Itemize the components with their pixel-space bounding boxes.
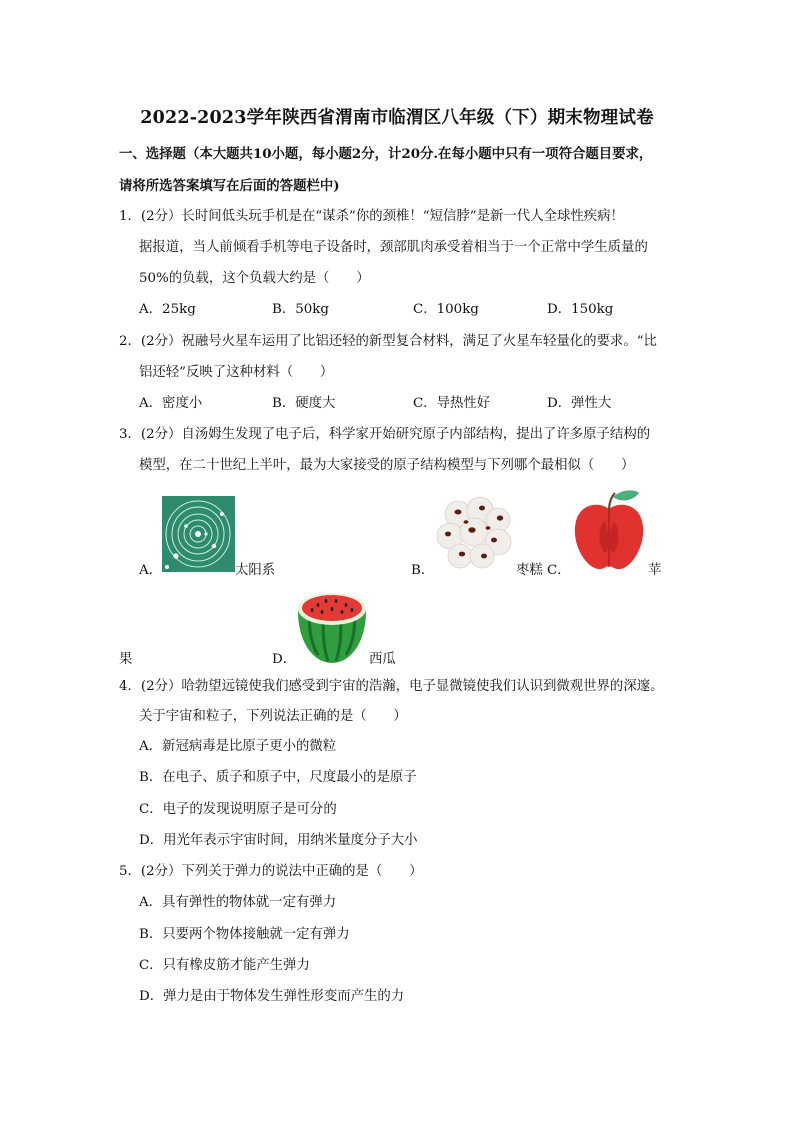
q1-line1: 1．(2分）长时间低头玩手机是在“谋杀”你的颈椎！“短信脖”是新一代人全球性疾病！ [119,209,624,224]
q3-option-c-label-part2: 果 [119,652,133,667]
q3-option-b-label: 枣糕 [516,563,543,578]
q3-line2: 模型，在二十世纪上半叶，最为大家接受的原子结构模型与下列哪个最相似（ ） [139,458,635,473]
q3-line1: 3．(2分）自汤姆生发现了电子后，科学家开始研究原子内部结构，提出了许多原子结构的 [119,427,651,442]
watermelon-image [296,589,369,665]
q2-option-b: B．硬度大 [272,396,336,411]
q3-option-c-prefix: C． [547,563,571,578]
q4-line2: 关于宇宙和粒子，下列说法正确的是（ ） [139,709,407,724]
q5-option-a: A．具有弹性的物体就一定有弹力 [139,895,337,910]
q5-option-c: C．只有橡皮筋才能产生弹力 [139,958,310,973]
q2-option-d: D．弹性大 [547,396,612,411]
q1-line2: 据报道，当人前倾看手机等电子设备时，颈部肌肉承受着相当于一个正常中学生质量的 [139,240,648,255]
q5-line1: 5．(2分）下列关于弹力的说法中正确的是（ ） [119,864,423,879]
q2-line2: 铝还轻”反映了这种材料（ ） [139,365,334,380]
q4-option-a: A．新冠病毒是比原子更小的微粒 [139,739,337,754]
q1-option-c: C．100kg [413,302,479,317]
raisin-cake-image [436,496,516,572]
q3-option-b-prefix: B． [411,563,435,578]
section-header-line1: 一、选择题（本大题共10小题，每小题2分，计20分.在每小题中只有一项符合题目要求， [119,146,653,162]
section-header-line2: 请将所选答案填写在后面的答题栏中) [119,178,340,194]
q3-option-d-label: 西瓜 [369,652,396,667]
apple-image [571,487,648,573]
q4-line1: 4．(2分）哈勃望远镜使我们感受到宇宙的浩瀚，电子显微镜使我们认识到微观世界的深邃。 [119,679,664,694]
q5-option-d: D．弹力是由于物体发生弹性形变而产生的力 [139,989,405,1004]
q3-option-c-label-part1: 苹 [648,563,662,578]
q1-option-a: A．25kg [139,302,196,317]
q5-option-b: B．只要两个物体接触就一定有弹力 [139,927,350,942]
q4-option-b: B．在电子、质子和原子中，尺度最小的是原子 [139,770,417,785]
q3-option-a-prefix: A． [139,563,163,578]
q3-option-d-prefix: D． [272,652,297,667]
q3-option-a-label: 太阳系 [235,563,276,578]
q4-option-c: C．电子的发现说明原子是可分的 [139,802,337,817]
q4-option-d: D．用光年表示宇宙时间，用纳米量度分子大小 [139,833,418,848]
solar-system-image [162,496,235,572]
q1-option-b: B．50kg [272,302,329,317]
q1-option-d: D．150kg [547,302,614,317]
page-title: 2022-2023学年陕西省渭南市临渭区八年级（下）期末物理试卷 [140,108,654,128]
q2-option-a: A．密度小 [139,396,203,411]
q1-line3: 50%的负载，这个负载大约是（ ） [139,271,370,286]
q2-option-c: C．导热性好 [413,396,491,411]
q2-line1: 2．(2分）祝融号火星车运用了比铝还轻的新型复合材料，满足了火星车轻量化的要求。“比 [119,334,657,349]
